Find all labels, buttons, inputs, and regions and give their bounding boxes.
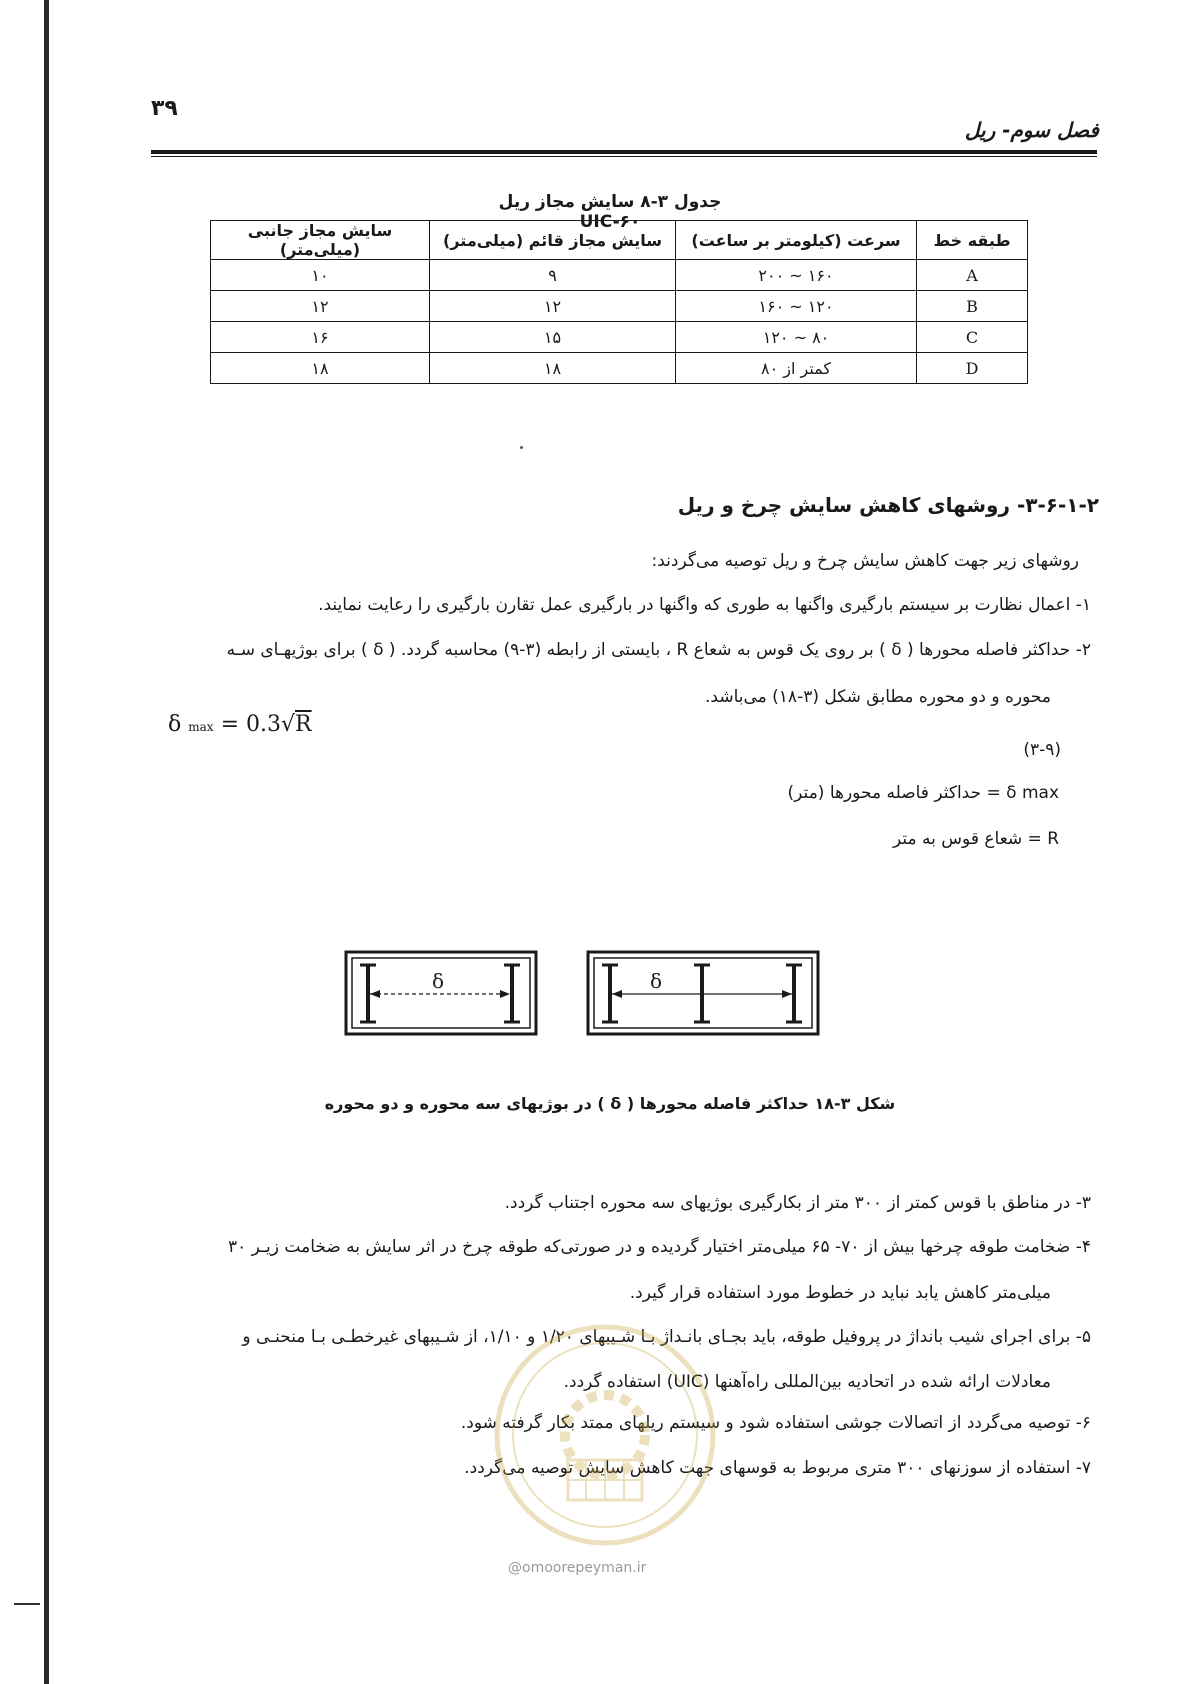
table-caption: جدول ۳-۸ سایش مجاز ریل UIC-۶۰ — [498, 192, 722, 232]
formula-radicand: R — [295, 712, 312, 737]
list-item-6: ۶- توصیه می‌گردد از اتصالات جوشی استفاده شود و سیستم ریلهای ممتد بکار گرفته شود. — [460, 1413, 1091, 1433]
header-rule — [151, 150, 1097, 154]
header-speed: سرعت (کیلومتر بر ساعت) — [676, 221, 917, 260]
list-item-2-cont: محوره و دو محوره مطابق شکل (۳-۱۸) می‌باشد. — [705, 687, 1051, 707]
list-item-2: ۲- حداکثر فاصله محورها ( δ ) بر روی یک قوس به شعاع R ، بایستی از رابطه (۳-۹) محاسبه گردد. ( δ ) برای بوژیهـای سـه — [226, 640, 1091, 660]
equation-number: (۳-۹) — [1023, 740, 1061, 760]
list-item-5-cont: معادلات ارائه شده در اتحادیه بین‌المللی راه‌آهنها (UIC) استفاده گردد. — [563, 1372, 1051, 1392]
list-item-3: ۳- در مناطق با قوس کمتر از ۳۰۰ متر از بکارگیری بوژیهای سه محوره اجتناب گردد. — [504, 1193, 1091, 1213]
list-item-4: ۴- ضخامت طوقه چرخها بیش از ۷۰- ۶۵ میلی‌متر اختیار گردیده و در صورتی‌که طوقه چرخ در اثر سایش به ضخامت زیـر ۳۰ — [228, 1237, 1091, 1257]
scan-speck — [520, 446, 523, 449]
cell-lateral: ۱۶ — [211, 322, 430, 353]
cell-vertical: ۱۸ — [430, 353, 676, 384]
formula — [168, 712, 312, 737]
watermark-url: @omoorepeyman.ir — [508, 1560, 647, 1576]
page-number: ۳۹ — [151, 96, 178, 121]
wear-limits-table — [210, 220, 1028, 384]
cell-class: C — [917, 322, 1028, 353]
three-axle-bogie — [588, 952, 818, 1034]
cell-vertical: ۱۲ — [430, 291, 676, 322]
margin-mark — [14, 1603, 40, 1605]
watermark-seal-icon — [490, 1320, 720, 1550]
list-item-4-cont: میلی‌متر کاهش یابد نباید در خطوط مورد استفاده قرار گیرد. — [629, 1283, 1051, 1303]
cell-speed: ۸۰ ~ ۱۲۰ — [676, 322, 917, 353]
table-header-row — [211, 221, 1028, 260]
cell-lateral: ۱۰ — [211, 260, 430, 291]
header-vertical-wear: سایش مجاز قائم (میلی‌متر) — [430, 221, 676, 260]
cell-lateral: ۱۲ — [211, 291, 430, 322]
formula-rhs: = 0.3√ — [220, 712, 295, 737]
cell-vertical: ۱۵ — [430, 322, 676, 353]
section-heading: ۳-۶-۱-۲- روشهای کاهش سایش چرخ و ریل — [677, 493, 1099, 517]
bogie-diagram — [330, 940, 850, 1070]
cell-class: D — [917, 353, 1028, 384]
list-item-1: ۱- اعمال نظارت بر سیستم بارگیری واگنها به طوری که واگنها در بارگیری عمل تقارن بارگیری را رعایت نمایند. — [318, 595, 1091, 615]
delta-label-left: δ — [432, 969, 445, 993]
table-row — [211, 260, 1028, 291]
table-row — [211, 322, 1028, 353]
cell-lateral: ۱۸ — [211, 353, 430, 384]
cell-speed: ۱۲۰ ~ ۱۶۰ — [676, 291, 917, 322]
table-row — [211, 291, 1028, 322]
binding-edge — [44, 0, 49, 1684]
figure-caption: شکل ۳-۱۸ حداکثر فاصله محورها ( δ ) در بوژیهای سه محوره و دو محوره — [324, 1094, 896, 1113]
cell-speed: ۱۶۰ ~ ۲۰۰ — [676, 260, 917, 291]
header-rule-thin — [151, 156, 1097, 157]
two-axle-bogie — [346, 952, 536, 1034]
formula-lhs: δ — [168, 712, 182, 737]
definition-delta: δ max = حداکثر فاصله محورها (متر) — [787, 783, 1059, 803]
header-lateral-wear: سایش مجاز جانبی (میلی‌متر) — [211, 221, 430, 260]
chapter-title: فصل سوم- ریل — [964, 118, 1099, 142]
intro-text: روشهای زیر جهت کاهش سایش چرخ و ریل توصیه می‌گردند: — [651, 551, 1079, 571]
cell-class: A — [917, 260, 1028, 291]
cell-speed: کمتر از ۸۰ — [676, 353, 917, 384]
table-row — [211, 353, 1028, 384]
cell-class: B — [917, 291, 1028, 322]
header-line-class: طبقه خط — [917, 221, 1028, 260]
delta-label-right: δ — [650, 969, 663, 993]
formula-subscript: max — [188, 720, 214, 734]
list-item-7: ۷- استفاده از سوزنهای ۳۰۰ متری مربوط به قوسهای جهت کاهش سایش توصیه می‌گردد. — [464, 1458, 1091, 1478]
cell-vertical: ۹ — [430, 260, 676, 291]
definition-radius: R = شعاع قوس به متر — [893, 829, 1059, 849]
list-item-5: ۵- برای اجرای شیب بانداژ در پروفیل طوقه، باید بجـای بانـداژ بـا شـیبهای ۱/۲۰ و ۱/۱۰، از شـیبهای غیرخطـی بـا منحنـی و — [242, 1327, 1091, 1347]
